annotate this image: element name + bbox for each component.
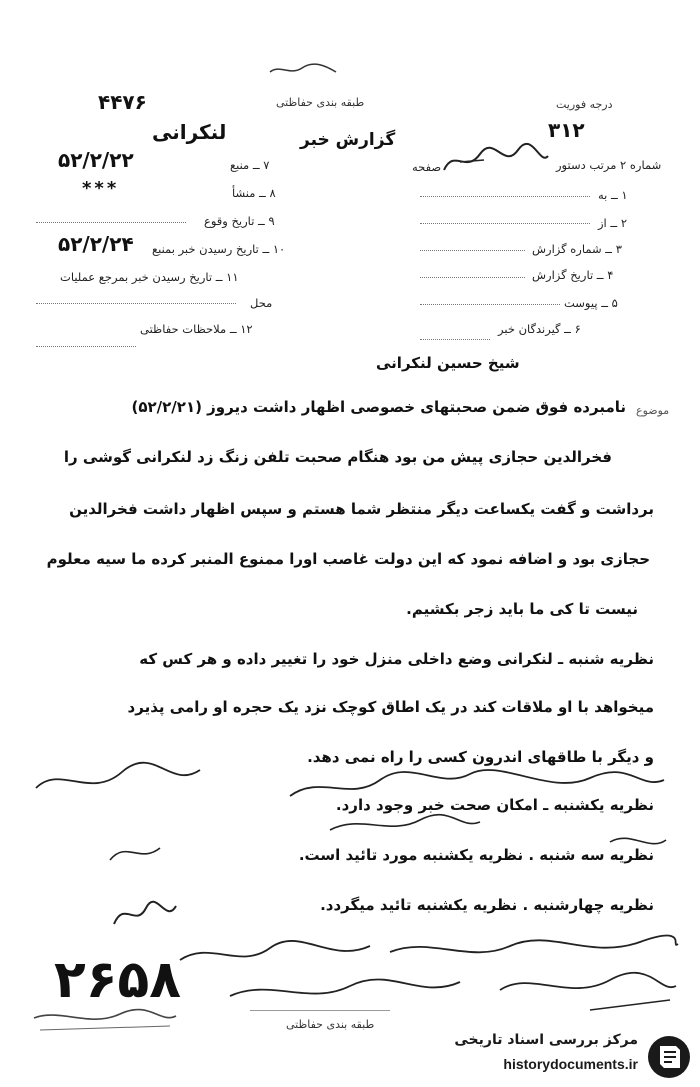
priority-label: درجه فوریت [556,98,613,111]
body-line-3: حجازی بود و اضافه نمود که این دولت غاصب اورا ممنوع المنبر کرده ما سیه معلوم [46,550,650,568]
form-right-0: شماره ۲ مرتب دستور [556,158,662,172]
body-line-6: میخواهد با او ملاقات کند در یک اطاق کوچک نزد یک حجره او رامی پذیرد [127,698,654,716]
signature-left [110,894,180,934]
handwritten-annotation-upper [30,760,670,870]
form-left-2: ۹ ــ تاریخ وقوع [204,214,275,228]
body-line-8: نظریه یکشنبه ـ امکان صحت خبر وجود دارد. [335,796,654,814]
watermark-url: historydocuments.ir [503,1056,638,1072]
watermark-org: مرکز بررسی اسناد تاریخی [454,1032,638,1048]
archive-logo-icon [646,1034,692,1080]
subject-name-header: لنکرانی [152,120,227,144]
watermark-logo [400,1028,700,1087]
form-right-3: ۳ ــ شماره گزارش [532,242,622,256]
date-arrival: ۵۲/۲/۲۴ [58,232,134,256]
dots-right [420,186,590,340]
body-line-4: نیست تا کی ما باید زجر بکشیم. [406,600,638,618]
form-right-1: ۱ ــ به [598,188,628,202]
top-scribble [268,62,338,78]
form-left-4: ۱۱ ــ تاریخ رسیدن خبر بمرجع عملیات [60,270,239,284]
bottom-handwriting [170,930,680,1020]
dots-left [36,212,236,347]
body-line-5: نظریه شنبه ـ لنکرانی وضع داخلی منزل خود را تغییر داده و هر کس که [139,650,654,668]
form-right-6: ۶ ــ گیرندگان خبر [498,322,581,336]
body-line-0: نامبرده فوق ضمن صحبتهای خصوصی اظهار داشت دیروز (۵۲/۲/۲۱) [131,398,626,416]
bottom-rule [250,1010,390,1011]
stamp-underline [30,1004,180,1034]
body-line-10: نظریه چهارشنبه . نظریه یکشنبه تائید میگردد. [320,896,654,914]
stamped-number: ۲۶۵۸ [54,950,181,1010]
form-left-5: محل [250,296,273,310]
doc-number: ۴۴۷۶ [98,90,147,114]
classification-top: طبقه بندی حفاظتی [276,96,365,109]
body-line-7: و دیگر با طاقهای اندرون کسی را راه نمی دهد. [307,748,654,766]
form-right-2: ۲ ــ از [598,216,627,230]
serial-number: ۳۱۲ [548,118,585,142]
classification-bottom: طبقه بندی حفاظتی [286,1018,375,1031]
subject-person: شیخ حسین لنکرانی [376,354,520,372]
body-line-9: نظریه سه شنبه . نظریه یکشنبه مورد تائید است. [298,846,654,864]
form-left-3: ۱۰ ــ تاریخ رسیدن خبر بمنبع [152,242,286,256]
form-left-6: ۱۲ ــ ملاحظات حفاظتی [140,322,253,336]
report-title: گزارش خبر [300,130,396,150]
form-left-0: ۷ ــ منبع [230,158,270,172]
stars: *** [82,178,120,199]
header-handwriting [440,140,550,180]
form-right-4: ۴ ــ تاریخ گزارش [532,268,614,282]
date-value: ۵۲/۲/۲۲ [58,148,134,172]
form-left-1: ۸ ــ منشأ [232,186,276,200]
body-line-1: فخرالدین حجازی پیش من بود هنگام صحبت تلفن زنگ زد لنکرانی گوشی را [63,448,612,466]
body-line-2: برداشت و گفت یکساعت دیگر منتظر شما هستم و سپس اظهار داشت فخرالدین [69,500,654,518]
subject-label: موضوع [636,404,670,417]
page-label: صفحه [412,160,442,174]
form-right-5: ۵ ــ پیوست [564,296,618,310]
